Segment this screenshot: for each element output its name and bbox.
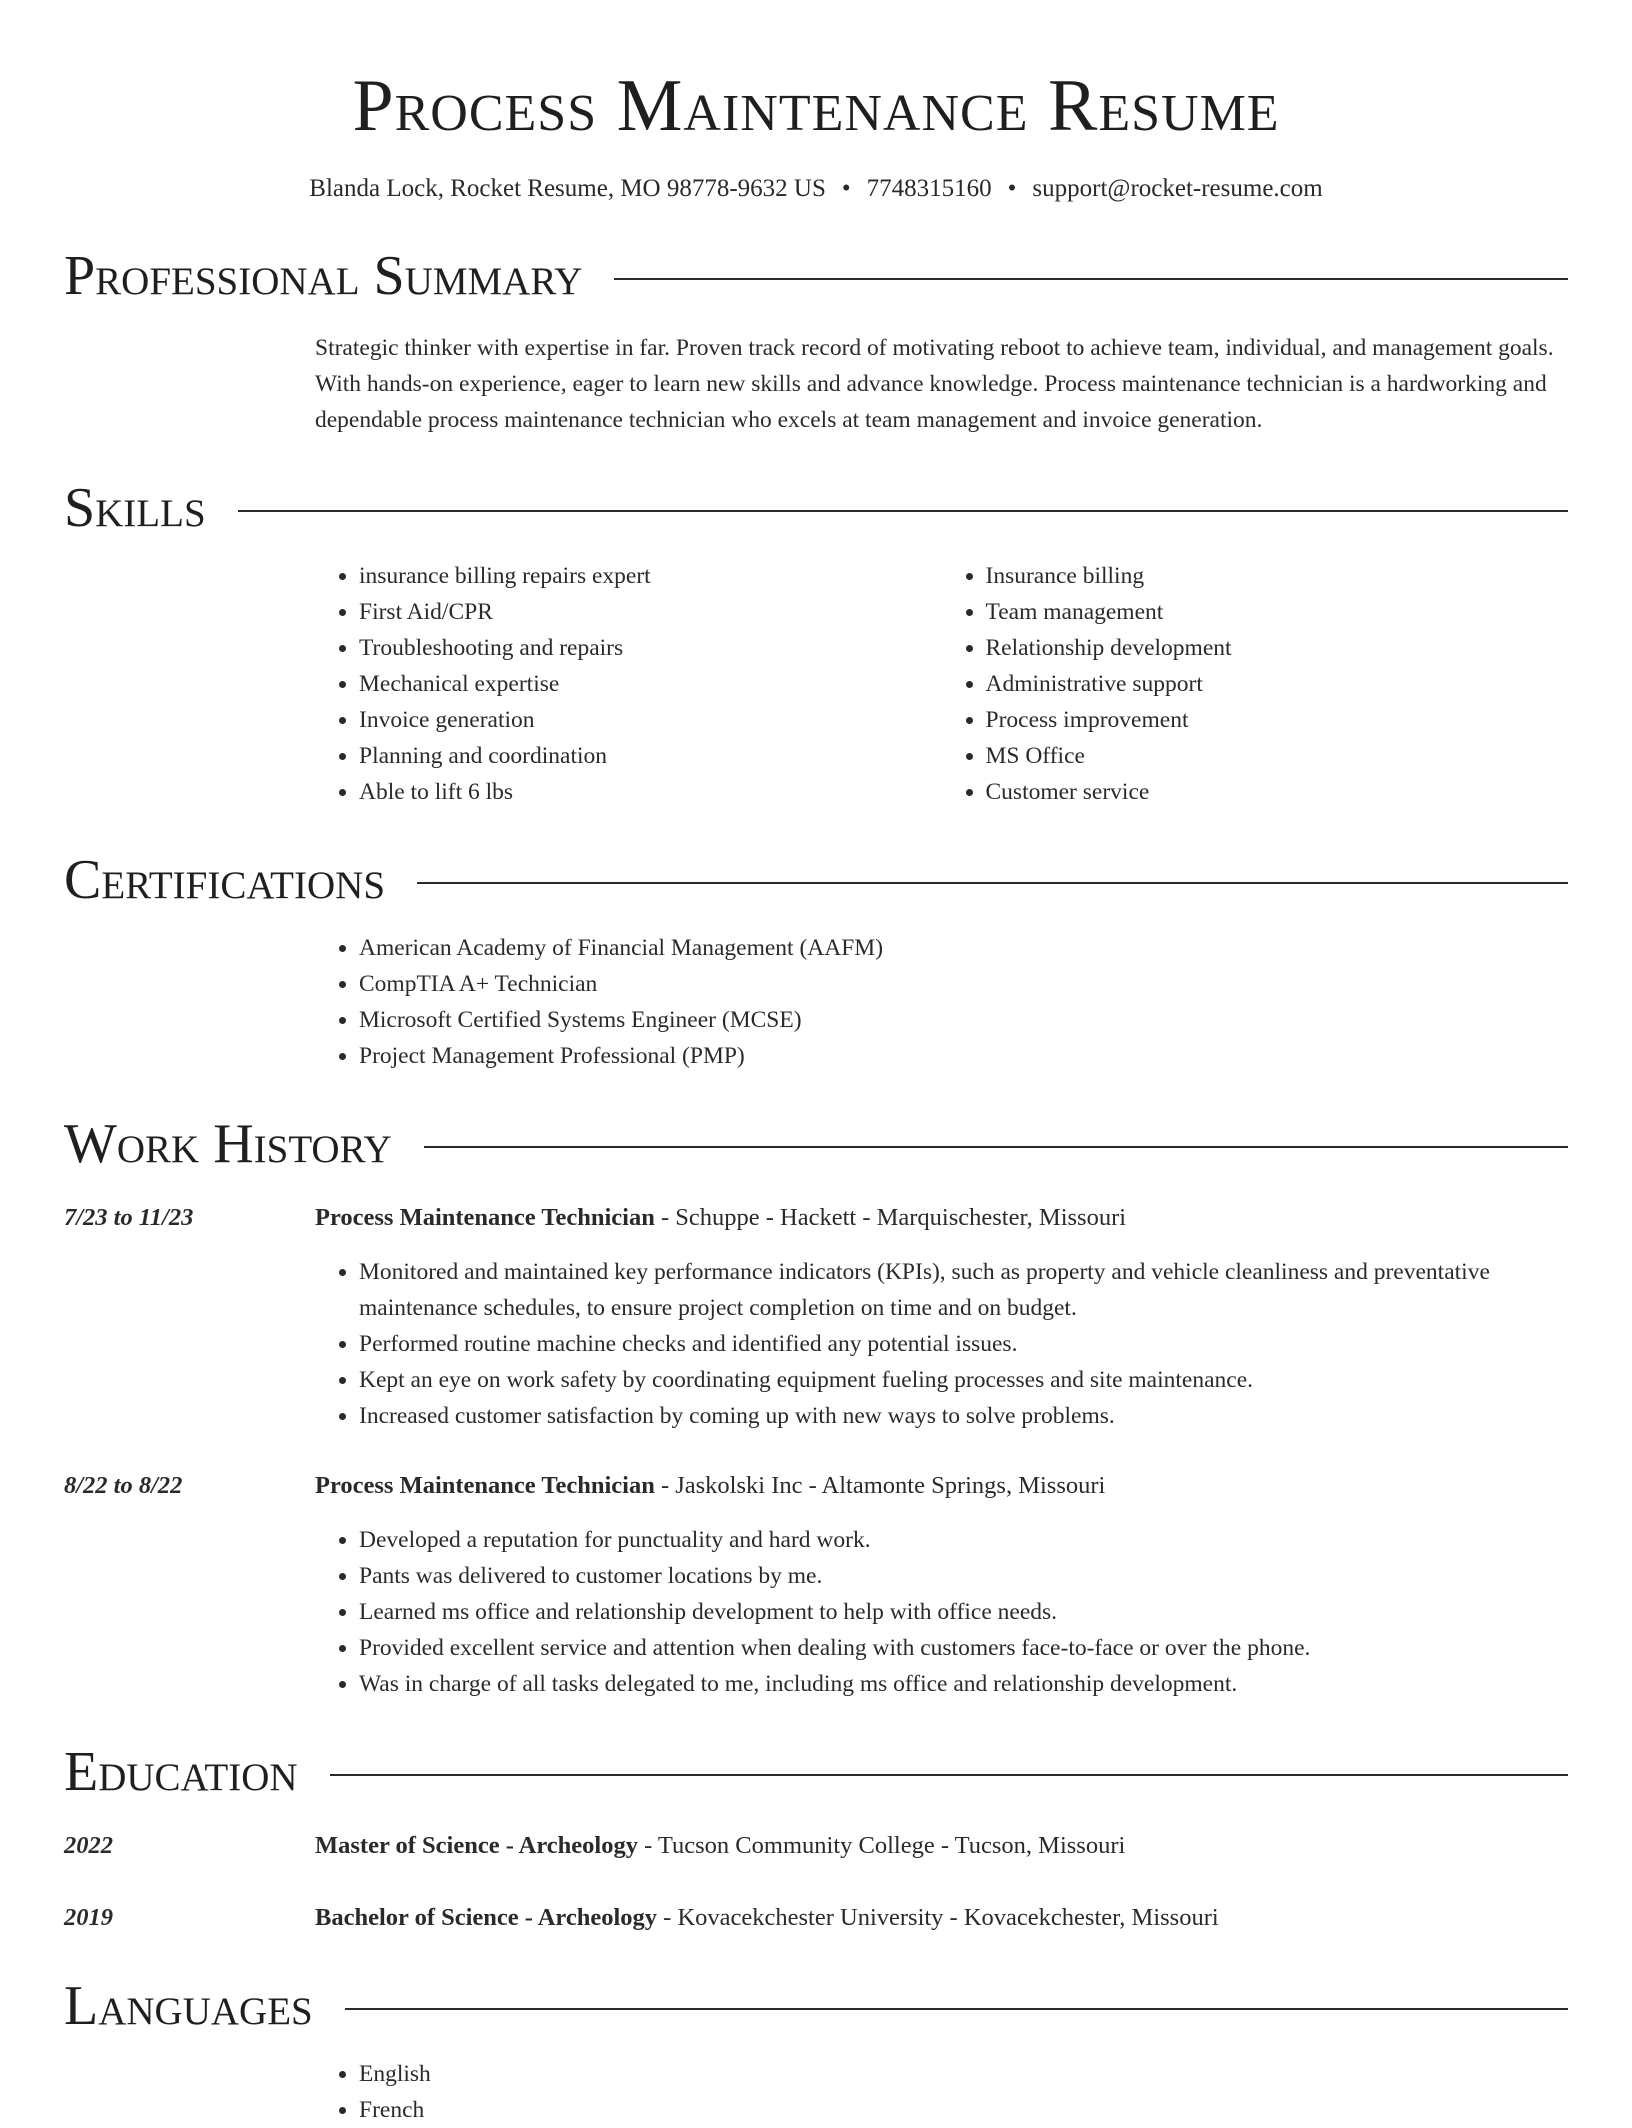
section-heading-work-history: Work History (64, 1113, 392, 1175)
job-employer: - Jaskolski Inc - Altamonte Springs, Missouri (654, 1472, 1106, 1499)
job-entry-header (64, 1200, 1568, 1236)
job-bullet: • Performed routine machine checks and identified any potential issues. (359, 1326, 1568, 1362)
skill-item: • Insurance billing (986, 558, 1569, 594)
section-divider (330, 1774, 1568, 1776)
language-item: • English (359, 2056, 1568, 2092)
skill-item: • Planning and coordination (359, 738, 942, 774)
education-heading (315, 1828, 1568, 1864)
job-responsibilities (315, 1254, 1568, 1434)
education-entry (64, 1828, 1568, 1864)
skills-columns (315, 558, 1568, 810)
job-bullet: • Provided excellent service and attention when dealing with customers face-to-face or over the phone. (359, 1630, 1568, 1666)
skill-item: • Customer service (986, 774, 1569, 810)
skill-item: • insurance billing repairs expert (359, 558, 942, 594)
job-heading (315, 1200, 1568, 1236)
languages-section-header (64, 1974, 1568, 2038)
education-heading (315, 1900, 1568, 1936)
languages-list (315, 2056, 1568, 2128)
education-section-header (64, 1740, 1568, 1804)
skill-item: • Team management (986, 594, 1569, 630)
contact-separator: • (841, 175, 851, 202)
job-bullet-list (315, 1254, 1568, 1434)
section-divider (614, 278, 1568, 280)
job-bullet: • Pants was delivered to customer locations by me. (359, 1558, 1568, 1594)
certifications-list (315, 930, 1568, 1074)
certification-item: • Microsoft Certified Systems Engineer (MCSE) (359, 1002, 1568, 1038)
education-year: 2022 (64, 1832, 113, 1859)
section-divider (345, 2008, 1568, 2010)
education-degree: Bachelor of Science - Archeology (315, 1904, 658, 1931)
job-bullet-list (315, 1522, 1568, 1702)
job-entry-header (64, 1468, 1568, 1504)
contact-address: Blanda Lock, Rocket Resume, MO 98778-9632 US (309, 175, 826, 202)
section-heading-languages: Languages (64, 1975, 313, 2037)
education-school: - Kovacekchester University - Kovacekchester, Missouri (657, 1904, 1219, 1931)
section-heading-skills: Skills (64, 477, 206, 539)
section-divider (424, 1146, 1568, 1148)
contact-phone: 7748315160 (866, 175, 992, 202)
section-heading-summary: Professional Summary (64, 245, 583, 307)
job-bullet: • Increased customer satisfaction by coming up with new ways to solve problems. (359, 1398, 1568, 1434)
contact-email[interactable]: support@rocket-resume.com (1032, 175, 1323, 202)
job-heading (315, 1468, 1568, 1504)
skills-list-right (942, 558, 1569, 810)
summary-section-header (64, 244, 1568, 308)
education-year: 2019 (64, 1904, 113, 1931)
job-dates: 8/22 to 8/22 (64, 1472, 183, 1499)
work-history-section-header (64, 1112, 1568, 1176)
section-heading-certifications: Certifications (64, 849, 386, 911)
job-bullet: • Was in charge of all tasks delegated to me, including ms office and relationship development. (359, 1666, 1568, 1702)
education-school: - Tucson Community College - Tucson, Missouri (637, 1832, 1126, 1859)
job-dates: 7/23 to 11/23 (64, 1204, 194, 1231)
job-bullet: • Developed a reputation for punctuality and hard work. (359, 1522, 1568, 1558)
certification-item: • Project Management Professional (PMP) (359, 1038, 1568, 1074)
section-divider (417, 882, 1568, 884)
job-title: Process Maintenance Technician (315, 1204, 655, 1231)
skill-item: • Mechanical expertise (359, 666, 942, 702)
job-bullet: • Kept an eye on work safety by coordinating equipment fueling processes and site maintenance. (359, 1362, 1568, 1398)
summary-text: Strategic thinker with expertise in far. Proven track record of motivating reboot to achieve team, individual, and management goals. With hands-on experience, eager to learn new skills and advance knowledge. Process maintenance technician is a hardworking and dependable process maintenance technician who excels at team management and invoice generation. (315, 335, 1554, 433)
skill-item: • MS Office (986, 738, 1569, 774)
skill-item: • Administrative support (986, 666, 1569, 702)
job-title: Process Maintenance Technician (315, 1472, 655, 1499)
resume-page (64, 0, 1568, 2128)
job-employer: - Schuppe - Hackett - Marquischester, Missouri (654, 1204, 1127, 1231)
skill-item: • First Aid/CPR (359, 594, 942, 630)
education-degree: Master of Science - Archeology (315, 1832, 638, 1859)
skill-item: • Invoice generation (359, 702, 942, 738)
job-responsibilities (315, 1522, 1568, 1702)
language-item: • French (359, 2092, 1568, 2128)
skill-item: • Relationship development (986, 630, 1569, 666)
skills-section-header (64, 476, 1568, 540)
contact-separator: • (1007, 175, 1017, 202)
skill-item: • Process improvement (986, 702, 1569, 738)
contact-line (64, 172, 1568, 206)
languages-body (315, 2056, 1568, 2128)
education-entry (64, 1900, 1568, 1936)
section-divider (238, 510, 1568, 512)
job-bullet: • Learned ms office and relationship development to help with office needs. (359, 1594, 1568, 1630)
skill-item: • Able to lift 6 lbs (359, 774, 942, 810)
resume-title: Process Maintenance Resume (352, 65, 1280, 147)
skill-item: • Troubleshooting and repairs (359, 630, 942, 666)
job-bullet: • Monitored and maintained key performance indicators (KPIs), such as property and vehicle cleanliness and preventative maintenance schedules, to ensure project completion on time and on budget. (359, 1254, 1568, 1326)
section-heading-education: Education (64, 1741, 298, 1803)
certifications-section-header (64, 848, 1568, 912)
skills-list-left (315, 558, 942, 810)
certification-item: • American Academy of Financial Management (AAFM) (359, 930, 1568, 966)
certifications-body (315, 930, 1568, 1074)
certification-item: • CompTIA A+ Technician (359, 966, 1568, 1002)
